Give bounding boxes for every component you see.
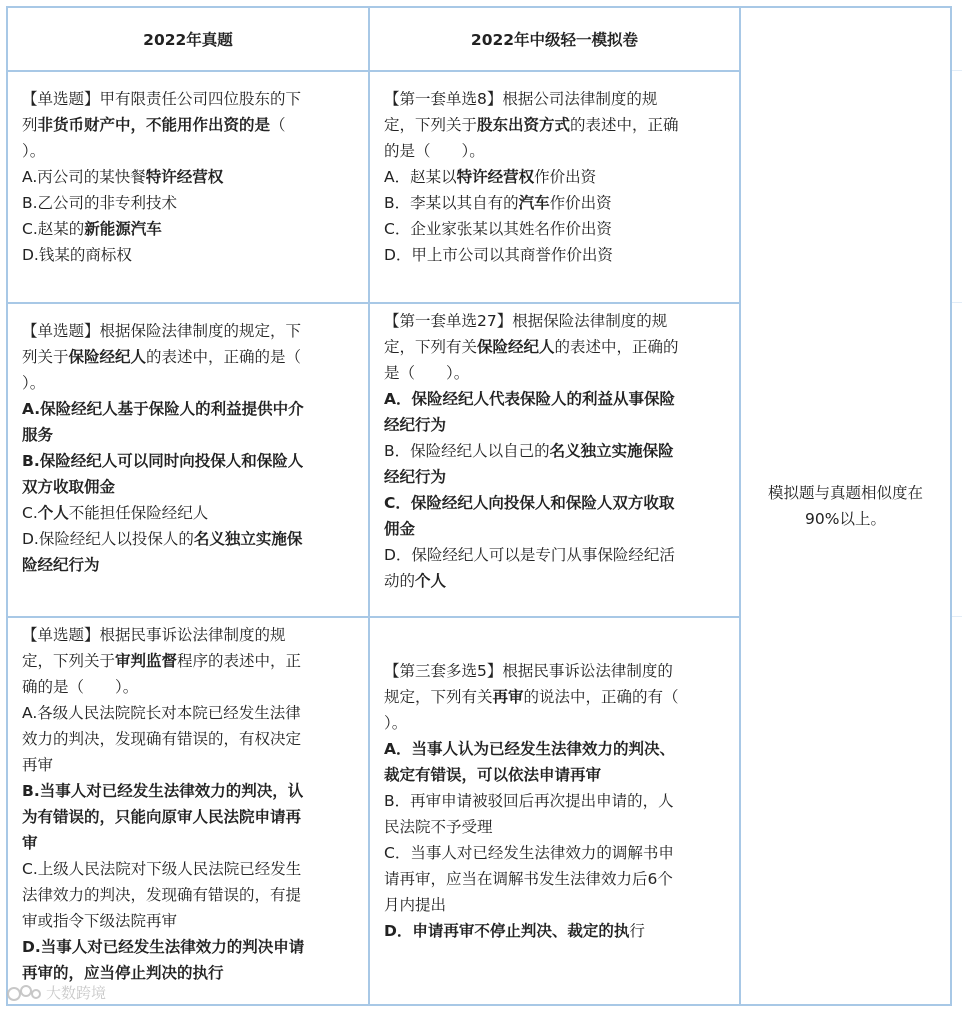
question-line <box>384 190 725 216</box>
text-segment: D.保险经纪人以投保人的 <box>22 530 194 548</box>
text-segment: 的说法中，正确的有（ <box>523 688 679 706</box>
question-line <box>22 526 354 552</box>
text-segment: 法律效力的判决，发现确有错误的，有提 <box>22 886 302 904</box>
question-line <box>384 138 725 164</box>
question-line <box>22 448 354 474</box>
question-line <box>22 190 354 216</box>
text-segment: 【单选题】根据民事诉讼法律制度的规 <box>22 626 286 644</box>
bold-text: D．申请再审不停止判决、裁定的执 <box>384 922 630 940</box>
similarity-note-line2: 90%以上。 <box>805 510 886 528</box>
text-segment: ）。 <box>384 714 408 732</box>
question-line <box>384 308 725 334</box>
question-line <box>384 334 725 360</box>
text-segment: 列 <box>22 116 38 134</box>
bold-text: 为有错误的，只能向原审人民法院申请再 <box>22 808 302 826</box>
question-line <box>384 360 725 386</box>
question-line <box>384 710 725 736</box>
text-segment: C.赵某的 <box>22 220 85 238</box>
bold-text: 经纪行为 <box>384 468 447 486</box>
question-line <box>22 752 354 778</box>
question-line <box>22 700 354 726</box>
bold-text: 再审 <box>492 688 524 706</box>
bold-text: C．保险经纪人向投保人和保险人双方收取 <box>384 494 675 512</box>
text-segment: 【第三套多选5】根据民事诉讼法律制度的 <box>384 662 673 680</box>
text-segment: D.钱某的商标权 <box>22 246 132 264</box>
question-line <box>22 908 354 934</box>
text-segment: ）。 <box>22 142 46 160</box>
bold-text: 经纪行为 <box>384 416 447 434</box>
question-line <box>22 778 354 804</box>
bold-text: 佣金 <box>384 520 416 538</box>
question-line <box>384 814 725 840</box>
bold-text: 汽车 <box>518 194 550 212</box>
similarity-note <box>739 6 952 1006</box>
question-line <box>22 318 354 344</box>
text-segment: 定，下列关于 <box>22 652 116 670</box>
bold-text: 新能源汽车 <box>84 220 162 238</box>
header-mock-exam-label: 2022年中级轻一模拟卷 <box>470 31 639 49</box>
header-real-exam-label: 2022年真题 <box>143 31 233 49</box>
real-question-3 <box>6 616 370 1006</box>
question-line <box>384 840 725 866</box>
question-line <box>22 804 354 830</box>
question-line <box>22 934 354 960</box>
question-line <box>384 892 725 918</box>
text-segment: 【单选题】根据保险法律制度的规定，下 <box>22 322 302 340</box>
text-segment: C．企业家张某以其姓名作价出资 <box>384 220 612 238</box>
text-segment: 是（ ）。 <box>384 364 470 382</box>
text-segment: 民法院不予受理 <box>384 818 493 836</box>
header-mock-exam <box>368 6 741 72</box>
question-line <box>384 866 725 892</box>
bold-text: 非货币财产中，不能用作出资的是 <box>37 116 271 134</box>
mock-question-3 <box>368 616 741 1006</box>
text-segment: 作价出资 <box>549 194 612 212</box>
question-line <box>384 762 725 788</box>
bold-text: 个人 <box>415 572 447 590</box>
question-line <box>384 164 725 190</box>
watermark-logo-icon <box>6 983 42 1003</box>
bold-text: D.当事人对已经发生法律效力的判决申请 <box>22 938 305 956</box>
table-edge-line <box>952 302 962 303</box>
bold-text: 个人 <box>37 504 69 522</box>
question-line <box>22 112 354 138</box>
question-line <box>384 438 725 464</box>
question-line <box>384 490 725 516</box>
question-line <box>22 164 354 190</box>
bold-text: A．保险经纪人代表保险人的利益从事保险 <box>384 390 675 408</box>
question-text <box>384 86 725 268</box>
text-segment: B．保险经纪人以自己的 <box>384 442 550 460</box>
text-segment: 【第一套单选27】根据保险法律制度的规 <box>384 312 668 330</box>
bold-text: A.保险经纪人基于保险人的利益提供中介 <box>22 400 304 418</box>
text-segment: B.乙公司的非专利技术 <box>22 194 178 212</box>
question-line <box>384 788 725 814</box>
question-line <box>384 542 725 568</box>
question-line <box>22 726 354 752</box>
text-segment: 不能担任保险经纪人 <box>68 504 209 522</box>
question-line <box>22 216 354 242</box>
question-line <box>22 674 354 700</box>
text-segment: 定，下列有关 <box>384 338 478 356</box>
text-segment: 的表述中，正确的 <box>554 338 679 356</box>
question-line <box>384 412 725 438</box>
question-line <box>22 370 354 396</box>
bold-text: A．当事人认为已经发生法律效力的判决、 <box>384 740 675 758</box>
question-line <box>22 622 354 648</box>
question-line <box>22 344 354 370</box>
mock-question-2 <box>368 302 741 618</box>
question-text <box>384 658 725 944</box>
text-segment: 确的是（ ）。 <box>22 678 139 696</box>
text-segment: 的是（ ）。 <box>384 142 485 160</box>
bold-text: 险经纪行为 <box>22 556 100 574</box>
bold-text: B.当事人对已经发生法律效力的判决，认 <box>22 782 304 800</box>
question-line <box>22 648 354 674</box>
text-segment: 月内提出 <box>384 896 447 914</box>
bold-text: 保险经纪人 <box>68 348 147 366</box>
text-segment: A.各级人民法院院长对本院已经发生法律 <box>22 704 301 722</box>
text-segment: 动的 <box>384 572 416 590</box>
header-real-exam <box>6 6 370 72</box>
bold-text: 保险经纪人 <box>477 338 555 356</box>
question-line <box>384 216 725 242</box>
question-line <box>384 684 725 710</box>
watermark-text: 大数跨境 <box>46 984 107 1002</box>
bold-text: 名义独立实施保 <box>193 530 303 548</box>
real-question-1 <box>6 70 370 304</box>
question-line <box>22 138 354 164</box>
question-line <box>22 86 354 112</box>
text-segment: 【第一套单选8】根据公司法律制度的规 <box>384 90 658 108</box>
question-line <box>22 882 354 908</box>
text-segment: 审或指令下级法院再审 <box>22 912 178 930</box>
text-segment: A.丙公司的某快餐 <box>22 168 146 186</box>
mock-question-1 <box>368 70 741 304</box>
question-line <box>22 242 354 268</box>
similarity-note-line1: 模拟题与真题相似度在 <box>767 484 923 502</box>
text-segment: 定，下列关于 <box>384 116 478 134</box>
text-segment: D．甲上市公司以其商誉作价出资 <box>384 246 613 264</box>
text-segment: 效力的判决，发现确有错误的，有权决定 <box>22 730 302 748</box>
bold-text: 双方收取佣金 <box>22 478 116 496</box>
text-segment: D．保险经纪人可以是专门从事保险经纪活 <box>384 546 675 564</box>
bold-text: B.保险经纪人可以同时向投保人和保险人 <box>22 452 304 470</box>
question-text <box>22 622 354 986</box>
question-line <box>384 568 725 594</box>
text-segment: 【单选题】甲有限责任公司四位股东的下 <box>22 90 302 108</box>
text-segment: ）。 <box>22 374 46 392</box>
question-line <box>22 500 354 526</box>
real-question-2 <box>6 302 370 618</box>
text-segment: A．赵某以 <box>384 168 457 186</box>
bold-text: 审 <box>22 834 38 852</box>
text-segment: （ <box>270 116 286 134</box>
question-line <box>22 830 354 856</box>
text-segment: 的表述中，正确的是（ <box>146 348 302 366</box>
text-segment: 列关于 <box>22 348 69 366</box>
bold-text: 股东出资方式 <box>477 116 571 134</box>
text-segment: C．当事人对已经发生法律效力的调解书申 <box>384 844 674 862</box>
text-segment: B．李某以其自有的 <box>384 194 519 212</box>
question-line <box>384 918 725 944</box>
text-segment: C. <box>22 504 38 522</box>
question-line <box>384 464 725 490</box>
question-line <box>22 422 354 448</box>
table-edge-line <box>952 616 962 617</box>
table-edge-line <box>952 70 962 71</box>
bold-text: 再审的，应当停止判决的执行 <box>22 964 224 982</box>
text-segment: 再审 <box>22 756 54 774</box>
text-segment: C.上级人民法院对下级人民法院已经发生 <box>22 860 302 878</box>
text-segment: 作价出资 <box>534 168 597 186</box>
bold-text: 审判监督 <box>115 652 178 670</box>
question-line <box>22 552 354 578</box>
bold-text: 名义独立实施保险 <box>549 442 674 460</box>
question-line <box>384 242 725 268</box>
text-segment: 的表述中，正确 <box>570 116 679 134</box>
text-segment: 程序的表述中，正 <box>177 652 302 670</box>
question-line <box>22 396 354 422</box>
text-segment: B．再审申请被驳回后再次提出申请的，人 <box>384 792 674 810</box>
text-segment: 规定，下列有关 <box>384 688 493 706</box>
question-line <box>384 736 725 762</box>
question-text <box>384 308 725 594</box>
bold-text: 特许经营权 <box>456 168 535 186</box>
watermark <box>6 982 106 1003</box>
question-text <box>22 318 354 578</box>
question-text <box>22 86 354 268</box>
question-line <box>384 658 725 684</box>
bold-text: 裁定有错误，可以依法申请再审 <box>384 766 602 784</box>
text-segment: 请再审，应当在调解书发生法律效力后6个 <box>384 870 673 888</box>
question-line <box>384 86 725 112</box>
question-line <box>384 112 725 138</box>
question-line <box>384 386 725 412</box>
text-segment: 行 <box>629 922 645 940</box>
bold-text: 服务 <box>22 426 54 444</box>
question-line <box>22 474 354 500</box>
question-line <box>384 516 725 542</box>
bold-text: 特许经营权 <box>145 168 224 186</box>
question-line <box>22 856 354 882</box>
